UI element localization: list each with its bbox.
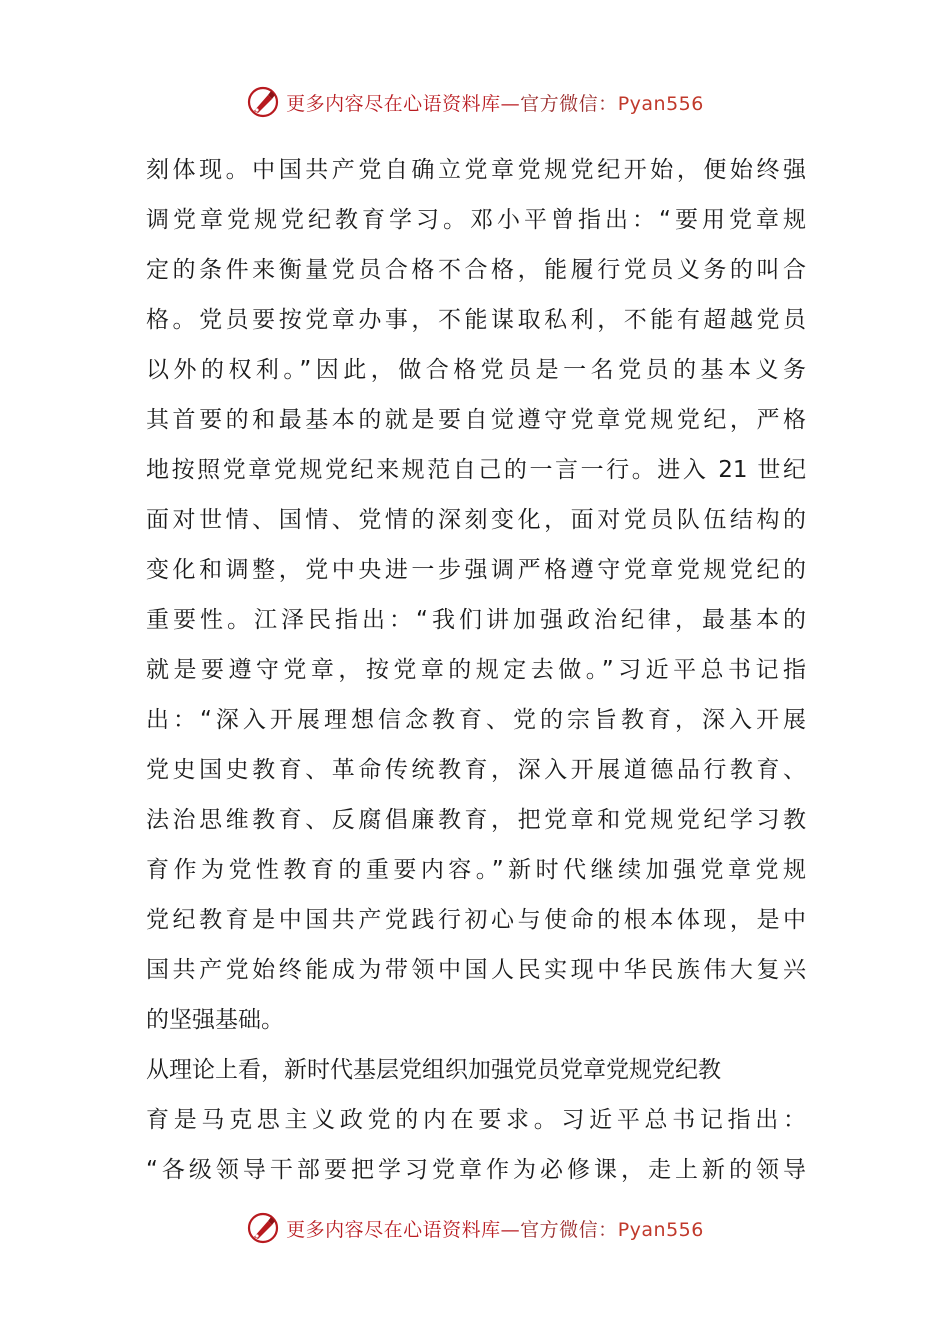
body-line: “各级领导干部要把学习党章作为必修课，走上新的领导 [146, 1157, 806, 1183]
watermark-dash: — [500, 92, 521, 115]
body-line: 其首要的和最基本的就是要自觉遵守党章党规党纪，严格 [146, 407, 806, 433]
watermark-dash: — [500, 1218, 521, 1241]
body-line: 变化和调整，党中央进一步强调严格遵守党章党规党纪的 [146, 557, 806, 583]
body-line: 育作为党性教育的重要内容。”新时代继续加强党章党规 [146, 857, 806, 883]
pen-nib-logo-icon [246, 1211, 280, 1245]
body-line: 面对世情、国情、党情的深刻变化，面对党员队伍结构的 [146, 507, 806, 533]
body-line: 国共产党始终能成为带领中国人民实现中华民族伟大复兴 [146, 957, 806, 983]
watermark-group [246, 85, 704, 119]
body-line: 出：“深入开展理想信念教育、党的宗旨教育，深入开展 [146, 707, 806, 733]
footer-watermark [0, 1208, 950, 1248]
body-line: 重要性。江泽民指出：“我们讲加强政治纪律，最基本的 [146, 607, 806, 633]
body-line: 以外的权利。”因此，做合格党员是一名党员的基本义务 [146, 357, 806, 383]
body-line: 调党章党规党纪教育学习。邓小平曾指出：“要用党章规 [146, 207, 806, 233]
body-line: 就是要遵守党章，按党章的规定去做。”习近平总书记指 [146, 657, 806, 683]
body-line: 刻体现。中国共产党自确立党章党规党纪开始，便始终强 [146, 157, 806, 183]
body-line: 党史国史教育、革命传统教育，深入开展道德品行教育、 [146, 757, 806, 783]
watermark-official-text: 官方微信： [520, 92, 618, 115]
body-line: 格。党员要按党章办事，不能谋取私利，不能有超越党员 [146, 307, 806, 333]
watermark-site-text: 更多内容尽在心语资料库 [286, 92, 501, 115]
body-line: 定的条件来衡量党员合格不合格，能履行党员义务的叫合 [146, 257, 806, 283]
watermark-wechat-id: Pyan556 [617, 1218, 704, 1241]
watermark-text [286, 1215, 704, 1242]
body-line: 党纪教育是中国共产党践行初心与使命的根本体现，是中 [146, 907, 806, 933]
header-watermark [0, 82, 950, 122]
watermark-text [286, 89, 704, 116]
watermark-official-text: 官方微信： [520, 1218, 618, 1241]
pen-nib-logo-icon [246, 85, 280, 119]
watermark-site-text: 更多内容尽在心语资料库 [286, 1218, 501, 1241]
body-line: 从理论上看，新时代基层党组织加强党员党章党规党纪教 [146, 1057, 721, 1083]
watermark-wechat-id: Pyan556 [617, 92, 704, 115]
body-line: 的坚强基础。 [146, 1007, 284, 1033]
body-line: 地按照党章党规党纪来规范自己的一言一行。进入 21 世纪 [146, 457, 806, 483]
document-body [146, 145, 806, 1195]
watermark-group [246, 1211, 704, 1245]
body-line: 育是马克思主义政党的内在要求。习近平总书记指出： [146, 1107, 806, 1133]
body-line: 法治思维教育、反腐倡廉教育，把党章和党规党纪学习教 [146, 807, 806, 833]
